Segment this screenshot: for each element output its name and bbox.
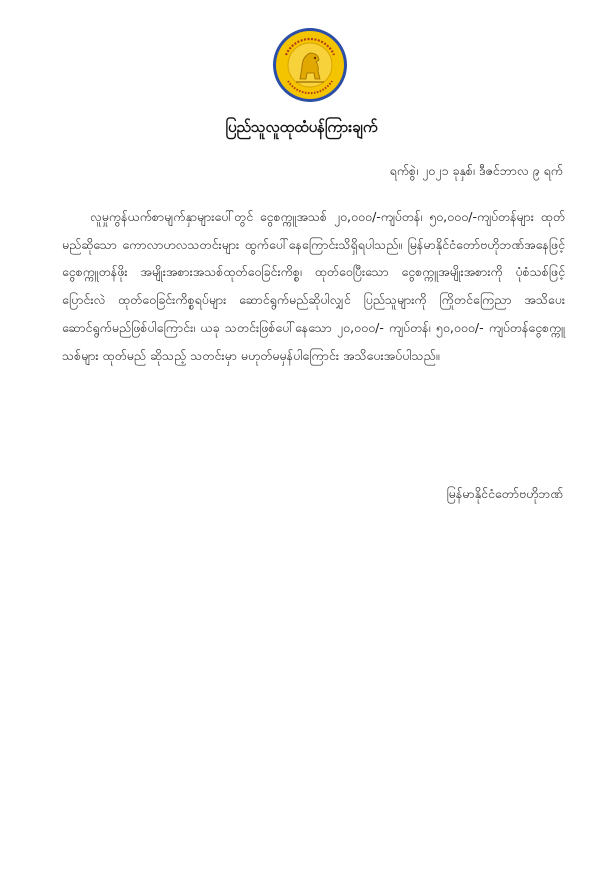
notice-title: ပြည်သူလူထုထံပန်ကြားချက် [225,118,378,136]
notice-body: လူမှုကွန်ယက်စာမျက်နှာများပေါ်တွင် ငွေစက္ကူအသစ် ၂၀,၀၀၀/-ကျပ်တန်၊ ၅၀,၀၀၀/-ကျပ်တန်များ ထုတ်မည်ဆိုသော ကောလာဟလသတင်းများ ထွက်ပေါ်နေကြောင်းသိရှိရပါသည်။ မြန်မာနိုင်ငံတော်ဗဟိုဘဏ်အနေဖြင့် ငွေစက္ကူတန်ဖိုး အမျိုးအစားအသစ်ထုတ်ဝေခြင်းကိစ္စ၊ ထုတ်ဝေပြီးသော ငွေစက္ကူအမျိုးအစားကို ပုံစံသစ်ဖြင့် ပြောင်းလဲ ထုတ်ဝေခြင်းကိစ္စရပ်များ ဆောင်ရွက်မည်ဆိုပါလျှင် ပြည်သူများကို ကြိုတင်ကြေညာ အသိပေးဆောင်ရွက်မည်ဖြစ်ပါကြောင်း၊ ယခု သတင်းဖြစ်ပေါ်နေသော ၂၀,၀၀၀/- ကျပ်တန်၊ ၅၀,၀၀၀/- ကျပ်တန်ငွေစက္ကူသစ်များ ထုတ်မည် ဆိုသည့် သတင်းမှာ မဟုတ်မမှန်ပါကြောင်း အသိပေးအပ်ပါသည်။ [62,209,565,363]
central-bank-logo [272,27,348,103]
issuer-signature: မြန်မာနိုင်ငံတော်ဗဟိုဘဏ် [446,486,563,501]
central-bank-seal-icon [272,27,348,103]
notice-date: ရက်စွဲ၊ ၂၀၂၁ ခုနှစ်၊ ဒီဇင်ဘာလ ၉ ရက် [389,163,563,178]
